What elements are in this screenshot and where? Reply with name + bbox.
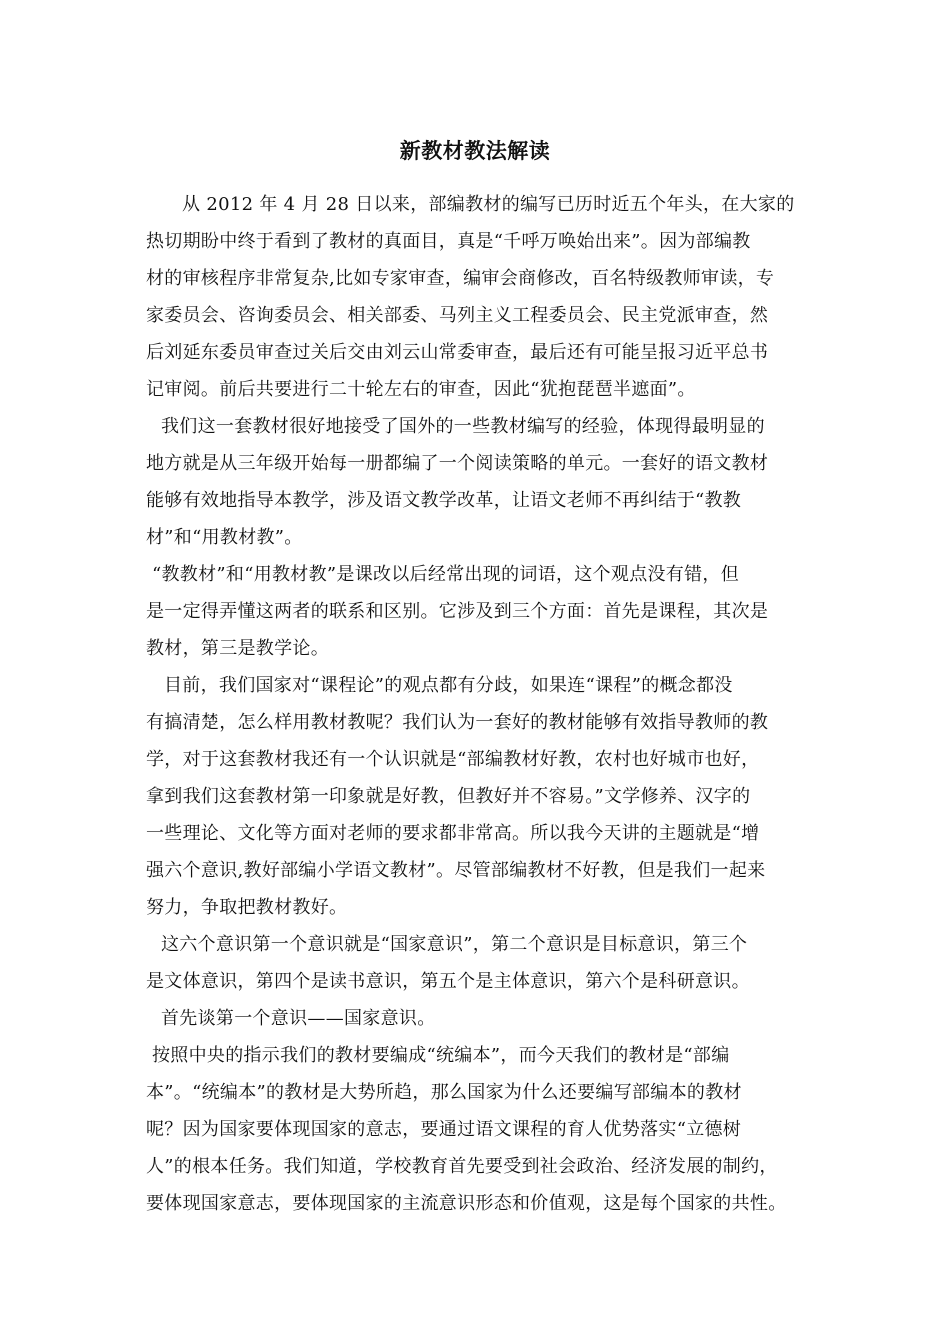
text-line: 学，对于这套教材我还有一个认识就是“部编教材好教，农村也好城市也好， [146, 749, 760, 770]
text-line: “教教材”和“用教材教”是课改以后经常出现的词语，这个观点没有错，但 [152, 564, 740, 585]
text-line: 强六个意识,教好部编小学语文教材”。尽管部编教材不好教，但是我们一起来 [146, 860, 766, 881]
text-line: 教材，第三是教学论。 [146, 638, 329, 659]
text-line: 地方就是从三年级开始每一册都编了一个阅读策略的单元。一套好的语文教材 [146, 453, 769, 474]
text-line: 呢？因为国家要体现国家的意志，要通过语文课程的育人优势落实“立德树 [146, 1119, 742, 1140]
text-line: 这六个意识第一个意识就是“国家意识”，第二个意识是目标意识，第三个 [161, 934, 748, 955]
text-line: 努力，争取把教材教好。 [146, 897, 348, 918]
text-line: 我们这一套教材很好地接受了国外的一些教材编写的经验，体现得最明显的 [161, 416, 765, 437]
text-line: 人”的根本任务。我们知道，学校教育首先要受到社会政治、经济发展的制约， [146, 1156, 778, 1177]
text-line: 是一定得弄懂这两者的联系和区别。它涉及到三个方面：首先是课程，其次是 [146, 601, 769, 622]
document-title: 新教材教法解读 [399, 138, 551, 163]
text-line: 记审阅。前后共要进行二十轮左右的审查，因此“犹抱琵琶半遮面”。 [146, 379, 696, 400]
text-line: 按照中央的指示我们的教材要编成“统编本”，而今天我们的教材是“部编 [152, 1045, 730, 1066]
text-line: 有搞清楚，怎么样用教材教呢？我们认为一套好的教材能够有效指导教师的教 [146, 712, 769, 733]
text-line: 拿到我们这套教材第一印象就是好教，但教好并不容易。”文学修养、汉字的 [146, 786, 751, 807]
text-line: 首先谈第一个意识——国家意识。 [161, 1008, 436, 1029]
text-line: 后刘延东委员审查过关后交由刘云山常委审查，最后还有可能呈报习近平总书 [146, 342, 769, 363]
text-line: 材”和“用教材教”。 [146, 527, 303, 548]
text-line: 材的审核程序非常复杂,比如专家审查，编审会商修改，百名特级教师审读，专 [146, 268, 775, 289]
text-line: 从 2012 年 4 月 28 日以来，部编教材的编写已历时近五个年头，在大家的 [182, 194, 795, 215]
text-line: 目前，我们国家对“课程论”的观点都有分歧，如果连“课程”的概念都没 [164, 675, 733, 696]
text-line: 热切期盼中终于看到了教材的真面目，真是“千呼万唤始出来”。因为部编教 [146, 231, 751, 252]
text-line: 是文体意识，第四个是读书意识，第五个是主体意识，第六个是科研意识。 [146, 971, 750, 992]
text-line: 家委员会、咨询委员会、相关部委、马列主义工程委员会、民主党派审查，然 [146, 305, 769, 326]
text-line: 本”。“统编本”的教材是大势所趋，那么国家为什么还要编写部编本的教材 [146, 1082, 742, 1103]
text-line: 要体现国家意志，要体现国家的主流意识形态和价值观，这是每个国家的共性。 [146, 1193, 787, 1214]
text-line: 能够有效地指导本教学，涉及语文教学改革，让语文老师不再纠结于“教教 [146, 490, 742, 511]
text-line: 一些理论、文化等方面对老师的要求都非常高。所以我今天讲的主题就是“增 [146, 823, 760, 844]
